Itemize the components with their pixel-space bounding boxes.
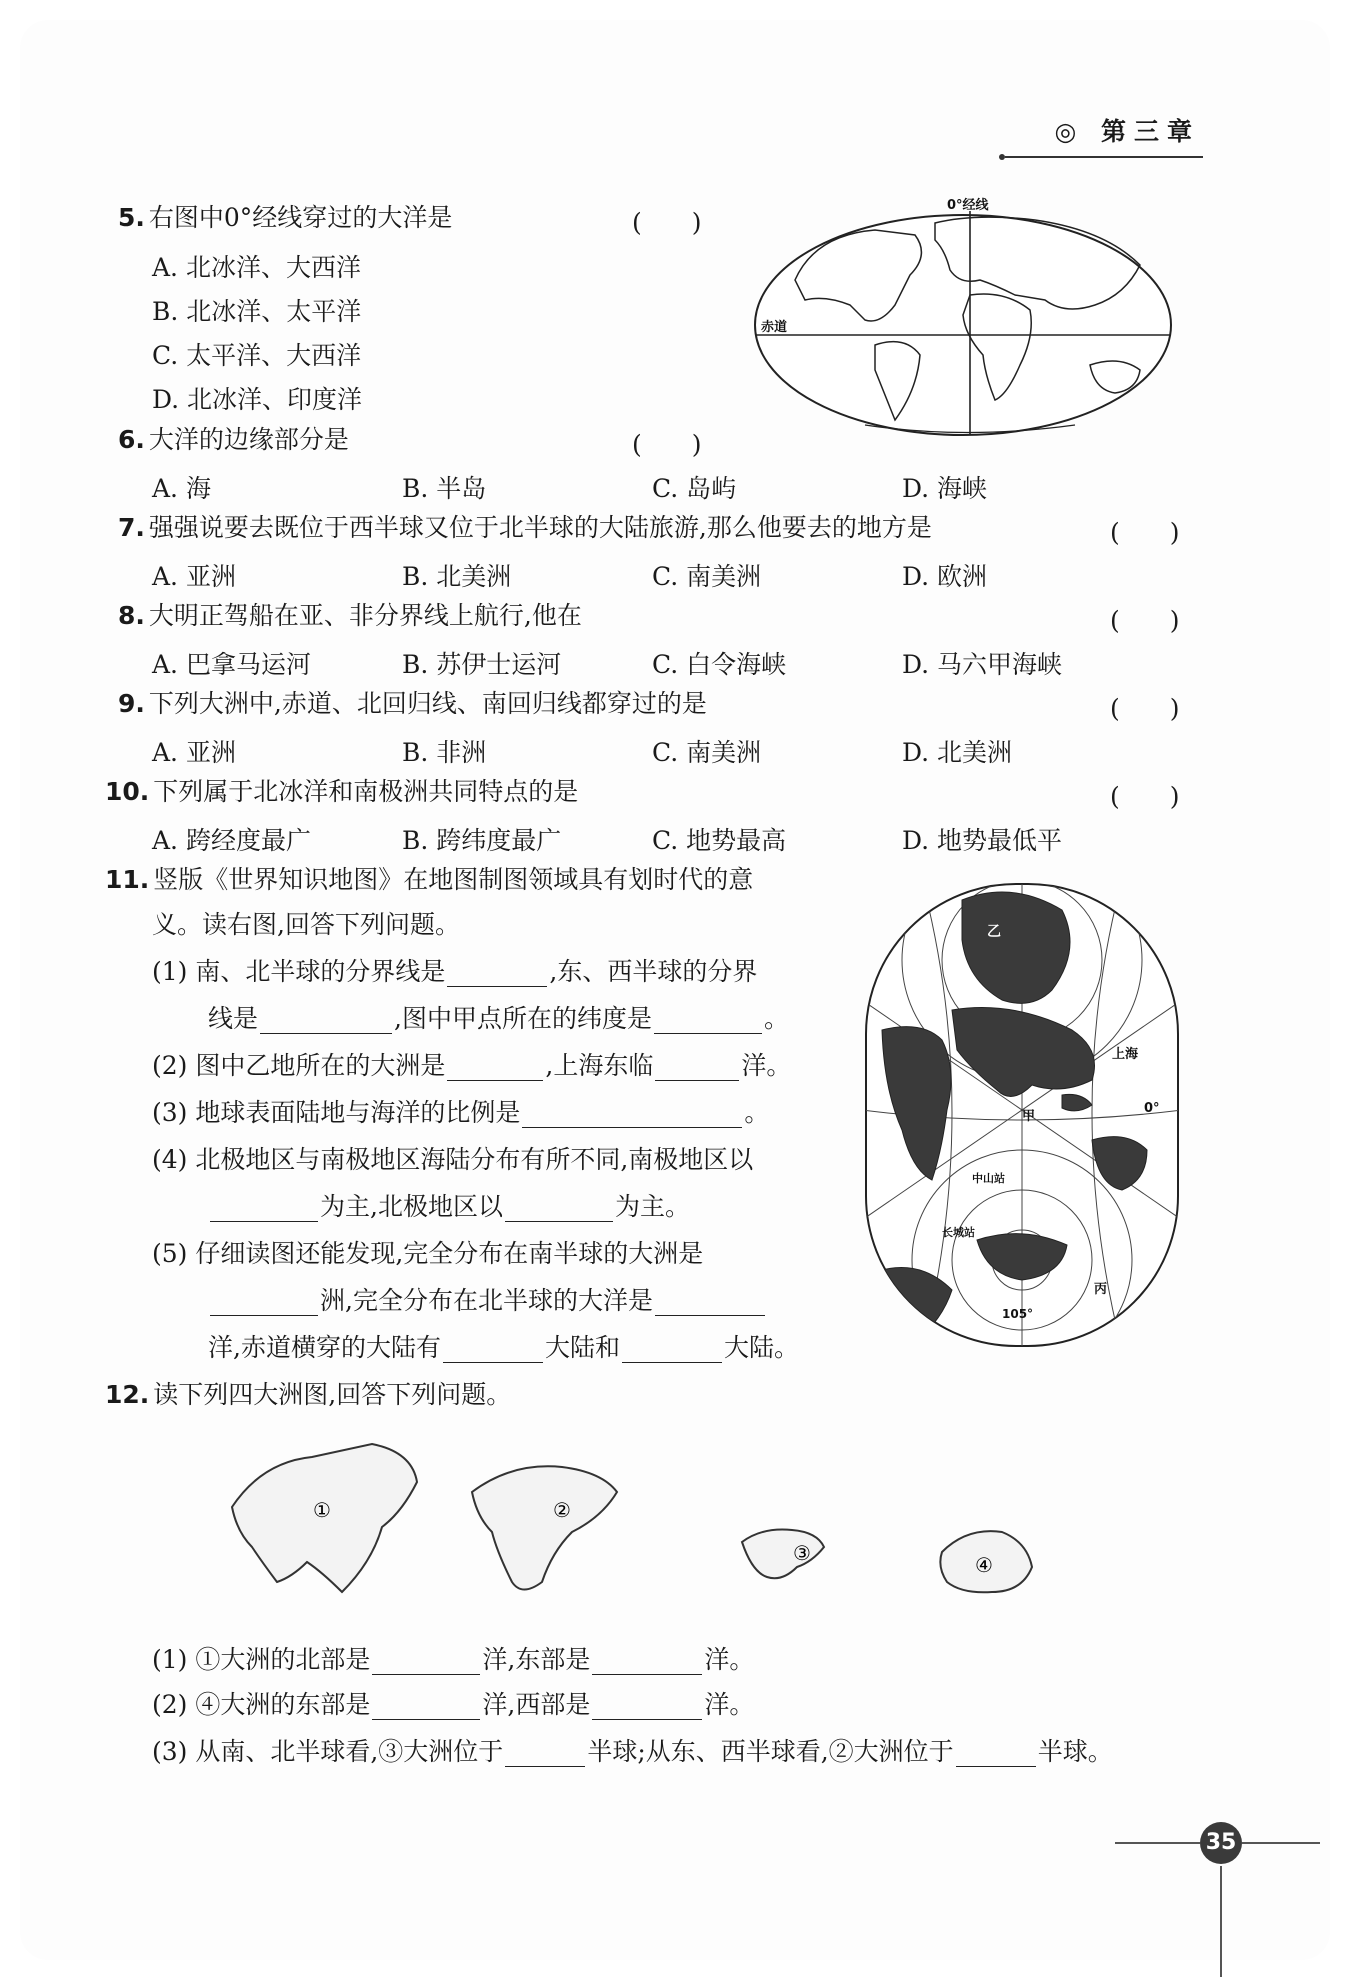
q11-p3-text-b: 。 <box>744 1098 770 1127</box>
answer-blank[interactable] <box>592 1648 702 1675</box>
question-number: 10. <box>105 777 150 806</box>
question-number: 11. <box>105 865 150 894</box>
q12-part-1 <box>152 1645 754 1675</box>
marker-4: ④ <box>975 1553 993 1577</box>
page-number-rule-right <box>1242 1842 1320 1844</box>
q11-p2-text: (2) 图中乙地所在的大洲是 <box>152 1051 446 1080</box>
option-d: D. 海峡 <box>902 474 988 503</box>
option-a: A. 亚洲 <box>152 562 236 591</box>
q11-p5-text-c: 洋,赤道横穿的大陆有 <box>208 1333 441 1362</box>
q11-part-3 <box>152 1098 769 1128</box>
question-10 <box>105 777 578 807</box>
map-label-xi: 丙 <box>1094 1282 1108 1297</box>
answer-blank[interactable] <box>210 1289 318 1316</box>
option-a: A. 北冰洋、大西洋 <box>152 253 361 282</box>
q11-part-1 <box>152 957 757 987</box>
answer-blank[interactable] <box>447 960 547 987</box>
option-b: B. 跨纬度最广 <box>402 826 562 855</box>
q12-p3-text: (3) 从南、北半球看,③大洲位于 <box>152 1737 504 1766</box>
question-stem: 大洋的边缘部分是 <box>148 425 349 454</box>
q12-p1-text-b: 洋,东部是 <box>482 1645 591 1674</box>
marker-1: ① <box>313 1498 331 1522</box>
q12-p2-text-c: 洋。 <box>704 1690 755 1719</box>
answer-blank[interactable] <box>447 1054 543 1081</box>
option-c: C. 岛屿 <box>652 474 737 503</box>
q12-p3-text-c: 半球。 <box>1037 1737 1113 1766</box>
q11-p1-text-c: 线是 <box>208 1004 259 1033</box>
option-c: C. 南美洲 <box>652 738 762 767</box>
option-d: D. 欧洲 <box>902 562 988 591</box>
option-b: B. 苏伊士运河 <box>402 650 562 679</box>
chapter-header <box>1054 112 1200 148</box>
q12-part-3 <box>152 1737 1113 1767</box>
meridian-label: 0°经线 <box>947 198 989 213</box>
vertical-world-map <box>862 880 1182 1350</box>
option-c: C. 太平洋、大西洋 <box>152 341 362 370</box>
q12-p1-text: (1) ①大洲的北部是 <box>152 1645 371 1674</box>
question-6 <box>118 425 349 455</box>
option-c: C. 南美洲 <box>652 562 762 591</box>
map-label-105: 105° <box>1002 1307 1034 1321</box>
answer-blank[interactable] <box>655 1289 765 1316</box>
map-label-zero: 0° <box>1144 1101 1160 1116</box>
q12-p1-text-c: 洋。 <box>704 1645 755 1674</box>
q11-p2-text-c: 洋。 <box>741 1051 792 1080</box>
question-stem: 大明正驾船在亚、非分界线上航行,他在 <box>148 601 582 630</box>
answer-blank[interactable] <box>260 1007 392 1034</box>
map-label-shanghai: 上海 <box>1112 1047 1139 1062</box>
page-number-rule-vertical <box>1220 1866 1222 1977</box>
q11-part-5-line2 <box>208 1286 767 1316</box>
option-b: B. 非洲 <box>402 738 487 767</box>
answer-paren: ( ) <box>632 430 702 459</box>
map-label-changcheng: 长城站 <box>942 1226 975 1239</box>
question-number: 8. <box>118 601 145 630</box>
chapter-title: 第三章 <box>1100 117 1200 146</box>
answer-blank[interactable] <box>622 1336 722 1363</box>
question-stem: 下列属于北冰洋和南极洲共同特点的是 <box>153 777 579 806</box>
option-b: B. 北冰洋、太平洋 <box>152 297 362 326</box>
question-number: 12. <box>105 1380 150 1409</box>
answer-blank[interactable] <box>443 1336 543 1363</box>
four-continents-figure <box>222 1432 1092 1632</box>
question-11-stem-line2: 义。读右图,回答下列问题。 <box>152 910 460 939</box>
equator-label: 赤道 <box>761 320 788 335</box>
q12-p2-text: (2) ④大洲的东部是 <box>152 1690 371 1719</box>
option-d: D. 地势最低平 <box>902 826 1063 855</box>
q11-p1-text-e: 。 <box>763 1004 789 1033</box>
answer-blank[interactable] <box>522 1101 742 1128</box>
map-label-zhongshan: 中山站 <box>972 1172 1005 1185</box>
question-stem: 强强说要去既位于西半球又位于北半球的大陆旅游,那么他要去的地方是 <box>148 513 932 542</box>
question-stem: 右图中0°经线穿过的大洋是 <box>148 203 453 232</box>
q12-p2-text-b: 洋,西部是 <box>482 1690 591 1719</box>
question-12 <box>105 1380 511 1410</box>
answer-paren: ( ) <box>1110 518 1180 547</box>
chapter-symbol: ◎ <box>1054 117 1085 146</box>
q11-p1-text-d: ,图中甲点所在的纬度是 <box>394 1004 652 1033</box>
answer-blank[interactable] <box>654 1007 762 1034</box>
q11-p5-text-d: 大陆和 <box>544 1333 620 1362</box>
option-d: D. 北美洲 <box>902 738 1013 767</box>
answer-paren: ( ) <box>1110 694 1180 723</box>
option-a: A. 海 <box>152 474 211 503</box>
q11-p4-text-b: 为主,北极地区以 <box>320 1192 503 1221</box>
answer-blank[interactable] <box>592 1693 702 1720</box>
q11-p2-text-b: ,上海东临 <box>545 1051 654 1080</box>
question-11 <box>105 865 753 895</box>
answer-blank[interactable] <box>210 1195 318 1222</box>
q11-part-2 <box>152 1051 791 1081</box>
q11-p4-text-c: 为主。 <box>614 1192 690 1221</box>
question-number: 5. <box>118 203 145 232</box>
answer-blank[interactable] <box>956 1740 1036 1767</box>
question-stem: 下列大洲中,赤道、北回归线、南回归线都穿过的是 <box>148 689 707 718</box>
option-b: B. 半岛 <box>402 474 487 503</box>
page-number-rule-left <box>1115 1842 1200 1844</box>
answer-blank[interactable] <box>372 1648 480 1675</box>
answer-blank[interactable] <box>655 1054 739 1081</box>
marker-3: ③ <box>793 1541 811 1565</box>
world-map-oval <box>745 195 1175 445</box>
answer-blank[interactable] <box>505 1195 613 1222</box>
q12-p3-text-b: 半球;从东、西半球看,②大洲位于 <box>587 1737 954 1766</box>
continent-north-america-shape <box>472 1466 617 1589</box>
question-7 <box>118 513 932 543</box>
option-d: D. 马六甲海峡 <box>902 650 1063 679</box>
q11-p5-text-b: 洲,完全分布在北半球的大洋是 <box>320 1286 653 1315</box>
option-a: A. 跨经度最广 <box>152 826 311 855</box>
q11-part-4: (4) 北极地区与南极地区海陆分布有所不同,南极地区以 <box>152 1145 754 1174</box>
answer-paren: ( ) <box>632 208 702 237</box>
answer-paren: ( ) <box>1110 782 1180 811</box>
q11-part-1-line2 <box>208 1004 789 1034</box>
option-d: D. 北冰洋、印度洋 <box>152 385 363 414</box>
question-number: 9. <box>118 689 145 718</box>
question-stem: 竖版《世界知识地图》在地图制图领域具有划时代的意 <box>153 865 754 894</box>
q11-p1-text: (1) 南、北半球的分界线是 <box>152 957 446 986</box>
question-stem: 读下列四大洲图,回答下列问题。 <box>153 1380 512 1409</box>
header-rule <box>1005 156 1203 158</box>
question-number: 7. <box>118 513 145 542</box>
option-b: B. 北美洲 <box>402 562 512 591</box>
map-label-jia: 甲 <box>1022 1109 1036 1124</box>
question-8 <box>118 601 582 631</box>
answer-blank[interactable] <box>505 1740 585 1767</box>
option-a: A. 亚洲 <box>152 738 236 767</box>
marker-2: ② <box>553 1498 571 1522</box>
option-c: C. 白令海峡 <box>652 650 787 679</box>
answer-paren: ( ) <box>1110 606 1180 635</box>
q12-part-2 <box>152 1690 754 1720</box>
q11-part-5-line3 <box>208 1333 799 1363</box>
map-label-yi: 乙 <box>987 924 1001 940</box>
question-9 <box>118 689 707 719</box>
option-a: A. 巴拿马运河 <box>152 650 311 679</box>
option-c: C. 地势最高 <box>652 826 787 855</box>
q11-p3-text: (3) 地球表面陆地与海洋的比例是 <box>152 1098 521 1127</box>
continent-europe-shape <box>742 1530 824 1579</box>
answer-blank[interactable] <box>372 1693 480 1720</box>
question-number: 6. <box>118 425 145 454</box>
q11-part-4-line2 <box>208 1192 690 1222</box>
q11-p5-text-e: 大陆。 <box>723 1333 799 1362</box>
page-number: 35 <box>1200 1822 1242 1864</box>
question-5 <box>118 203 452 233</box>
q11-part-5: (5) 仔细读图还能发现,完全分布在南半球的大洲是 <box>152 1239 704 1268</box>
q11-p1-text-b: ,东、西半球的分界 <box>549 957 758 986</box>
